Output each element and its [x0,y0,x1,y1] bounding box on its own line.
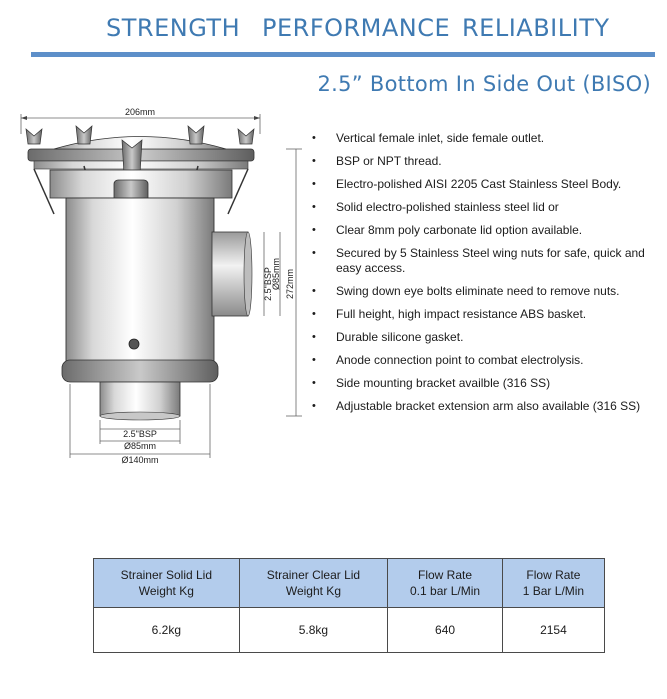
dim-bottom-bsp-label: 2.5"BSP [123,429,157,439]
tagline-word-strength: STRENGTH [106,14,241,42]
bullet-icon: • [312,308,316,320]
bullet-icon: • [312,178,316,190]
table-row [94,608,605,653]
feature-item: • Solid electro-polished stainless steel lid or [312,200,559,214]
product-title: 2.5” Bottom In Side Out (BISO) [317,72,651,96]
bullet-icon: • [312,247,316,259]
feature-item: • Anode connection point to combat electrolysis. [312,353,584,367]
feature-item: • Vertical female inlet, side female outlet. [312,131,545,145]
bottom-inlet-pipe [100,382,180,416]
cell-flow-rate-0-1-bar: 640 [388,608,503,653]
bullet-icon: • [312,224,316,236]
header-flow-rate-0-1-bar: Flow Rate 0.1 bar L/Min [388,559,503,608]
bullet-icon: • [312,155,316,167]
feature-item: • Full height, high impact resistance ABS basket. [312,307,587,321]
strainer-drawing [14,104,304,466]
anode-point [129,339,139,349]
bullet-icon: • [312,201,316,213]
bullet-icon: • [312,331,316,343]
feature-item: • BSP or NPT thread. [312,154,442,168]
feature-item: • Electro-polished AISI 2205 Cast Stainless Steel Body. [312,177,622,191]
tagline-word-reliability: RELIABILITY [462,14,610,42]
tagline [0,10,667,50]
bullet-icon: • [312,400,316,412]
body-base [62,360,218,382]
feature-item: • Side mounting bracket availble (316 SS) [312,376,551,390]
bullet-icon: • [312,132,316,144]
header-flow-rate-1-bar: Flow Rate 1 Bar L/Min [502,559,604,608]
bullet-icon: • [312,377,316,389]
dim-bottom-dia-label: Ø85mm [123,441,157,451]
feature-list [308,131,653,422]
header-solid-lid-weight: Strainer Solid Lid Weight Kg [94,559,240,608]
dim-height-label: 272mm [285,268,295,300]
header-rule [31,52,655,57]
dim-base-dia-label: Ø140mm [121,455,159,465]
feature-item: • Durable silicone gasket. [312,330,464,344]
dim-width-label: 206mm [124,107,156,117]
feature-item: • Secured by 5 Stainless Steel wing nuts for safe, quick and easy access. [312,246,645,275]
cell-clear-lid-weight: 5.8kg [239,608,388,653]
feature-item: • Swing down eye bolts eliminate need to remove nuts. [312,284,620,298]
side-outlet-pipe [212,232,248,316]
bullet-icon: • [312,285,316,297]
spec-table [93,558,605,653]
dim-side-bsp-label: 2.5"BSP [263,267,273,301]
cell-solid-lid-weight: 6.2kg [94,608,240,653]
cell-flow-rate-1-bar: 2154 [502,608,604,653]
feature-item: • Adjustable bracket extension arm also available (316 SS) [312,399,641,413]
header-clear-lid-weight: Strainer Clear Lid Weight Kg [239,559,388,608]
tagline-word-performance: PERFORMANCE [262,14,451,42]
dim-side-dia-label: Ø85mm [271,257,281,291]
feature-item: • Clear 8mm poly carbonate lid option available. [312,223,583,237]
width-dimension [21,107,260,134]
spec-header-row [94,559,605,608]
strainer-body [66,198,214,370]
bullet-icon: • [312,354,316,366]
